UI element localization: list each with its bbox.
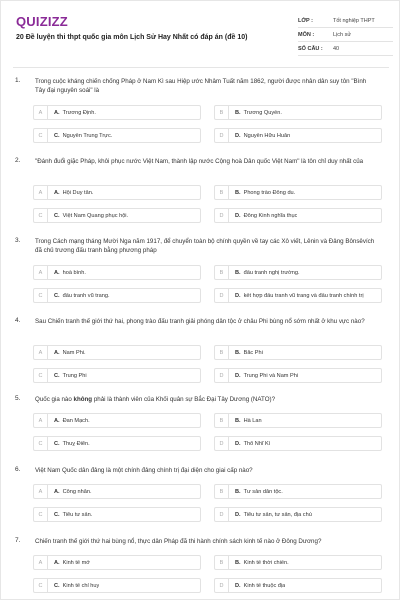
meta-row-count (298, 42, 393, 56)
option-key: B. (235, 269, 241, 276)
option-a[interactable] (33, 413, 201, 428)
option-b[interactable] (214, 265, 382, 280)
option-key: C. (54, 212, 60, 219)
option-text: Hà Lan (243, 417, 262, 424)
option-letter: D (215, 369, 229, 382)
option-key: D. (235, 440, 241, 447)
option-text: Công nhân. (62, 488, 92, 495)
meta-value: Tốt nghiệp THPT (333, 17, 375, 24)
option-b[interactable] (214, 345, 382, 360)
option-text: Bắc Phi (243, 349, 263, 356)
option-a[interactable] (33, 484, 201, 499)
option-d[interactable] (214, 578, 382, 593)
option-text: Trung Phi (62, 372, 87, 379)
option-letter: C (34, 369, 48, 382)
option-b[interactable] (214, 185, 382, 200)
option-c[interactable] (33, 288, 201, 303)
option-letter: A (34, 106, 48, 119)
question-number: 3. (15, 237, 21, 244)
question-number: 7. (15, 537, 21, 544)
option-key: D. (235, 292, 241, 299)
option-key: A. (54, 189, 60, 196)
option-text: Nguyễn Hữu Huân (243, 132, 291, 139)
option-letter: D (215, 437, 229, 450)
question-text: Quốc gia nào không phải là thành viên của Khối quân sự Bắc Đại Tây Dương (NATO)? (35, 396, 276, 403)
option-letter: D (215, 579, 229, 592)
option-key: C. (54, 511, 60, 518)
option-key: C. (54, 582, 60, 589)
option-letter: C (34, 437, 48, 450)
option-key: A. (54, 269, 60, 276)
option-text: Trương Định. (62, 109, 96, 116)
option-letter: C (34, 289, 48, 302)
header-divider (13, 67, 389, 68)
option-letter: B (215, 266, 229, 279)
header (1, 1, 400, 61)
option-a[interactable] (33, 265, 201, 280)
question-number: 2. (15, 157, 21, 164)
option-text: Kinh tế thời chiến. (243, 559, 289, 566)
option-a[interactable] (33, 555, 201, 570)
option-text: Hội Duy tân. (62, 189, 94, 196)
option-text: Kinh tế thuộc địa (243, 582, 286, 589)
option-text: Nguyễn Trung Trực. (62, 132, 113, 139)
option-letter: A (34, 186, 48, 199)
question-text: Chiến tranh thế giới thứ hai bùng nổ, thực dân Pháp đã thi hành chính sách kinh tế nào ở Đông Dương? (35, 538, 322, 545)
question-number: 1. (15, 77, 21, 84)
option-b[interactable] (214, 413, 382, 428)
option-d[interactable] (214, 288, 382, 303)
option-letter: D (215, 209, 229, 222)
option-letter: A (34, 414, 48, 427)
option-letter: C (34, 129, 48, 142)
option-text: Đông Kinh nghĩa thục (243, 212, 298, 219)
option-letter: B (215, 485, 229, 498)
meta-label: LỚP : (298, 17, 313, 24)
option-letter: D (215, 289, 229, 302)
option-d[interactable] (214, 507, 382, 522)
question-number: 5. (15, 395, 21, 402)
option-c[interactable] (33, 507, 201, 522)
option-letter: B (215, 106, 229, 119)
option-text: Kinh tế mở (62, 559, 90, 566)
option-key: D. (235, 132, 241, 139)
option-letter: D (215, 508, 229, 521)
option-d[interactable] (214, 128, 382, 143)
option-b[interactable] (214, 484, 382, 499)
option-key: C. (54, 440, 60, 447)
question-text: Trong cuộc kháng chiến chống Pháp ở Nam Kì sau Hiệp ước Nhâm Tuất năm 1862, người được nhân dân suy tôn "Bình Tây đại nguyên soái" là (35, 78, 367, 94)
option-text: Đan Mạch. (62, 417, 90, 424)
option-text: kết hợp đấu tranh vũ trang và đấu tranh chính trị (243, 292, 364, 299)
meta-value: Lịch sử (333, 31, 352, 38)
option-text: Phong trào Đông du. (243, 189, 296, 196)
option-key: A. (54, 559, 60, 566)
option-key: C. (54, 132, 60, 139)
meta-row-subject (298, 28, 393, 42)
option-letter: C (34, 508, 48, 521)
option-letter: A (34, 266, 48, 279)
option-a[interactable] (33, 345, 201, 360)
option-key: B. (235, 189, 241, 196)
option-letter: D (215, 129, 229, 142)
option-c[interactable] (33, 578, 201, 593)
option-text: Tiểu tư sản. (62, 511, 93, 518)
meta-row-class (298, 14, 393, 28)
option-text: Trương Quyền. (243, 109, 282, 116)
question-number: 6. (15, 466, 21, 473)
option-letter: B (215, 556, 229, 569)
option-c[interactable] (33, 436, 201, 451)
page-title: 20 Đề luyện thi thpt quốc gia môn Lịch Sử Hay Nhất có đáp án (đề 10) (16, 34, 248, 41)
option-key: D. (235, 212, 241, 219)
option-text: đấu tranh vũ trang. (62, 292, 110, 299)
meta-table (298, 14, 393, 56)
option-text: Kinh tế chỉ huy (62, 582, 100, 589)
option-key: A. (54, 488, 60, 495)
option-b[interactable] (214, 105, 382, 120)
meta-label: SỐ CÂU : (298, 45, 323, 52)
option-key: C. (54, 292, 60, 299)
option-letter: C (34, 579, 48, 592)
option-letter: B (215, 186, 229, 199)
option-key: B. (235, 349, 241, 356)
option-text: Tư sản dân tộc. (243, 488, 283, 495)
option-letter: A (34, 556, 48, 569)
option-d[interactable] (214, 436, 382, 451)
question-text: Sau Chiến tranh thế giới thứ hai, phong trào đấu tranh giải phóng dân tộc ở châu Phi bùng nổ sớm nhất ở khu vực nào? (35, 318, 365, 325)
option-letter: A (34, 346, 48, 359)
option-letter: B (215, 346, 229, 359)
option-a[interactable] (33, 105, 201, 120)
option-text: hoà bình. (62, 269, 86, 276)
option-key: B. (235, 488, 241, 495)
option-a[interactable] (33, 185, 201, 200)
question-number: 4. (15, 317, 21, 324)
option-text: Nam Phi. (62, 349, 86, 356)
question-text: Việt Nam Quốc dân đảng là một chính đảng chính trị đại diện cho giai cấp nào? (35, 467, 253, 474)
option-c[interactable] (33, 208, 201, 223)
option-key: B. (235, 559, 241, 566)
option-key: C. (54, 372, 60, 379)
option-key: A. (54, 417, 60, 424)
option-text: Việt Nam Quang phục hội. (62, 212, 129, 219)
option-key: D. (235, 511, 241, 518)
option-letter: B (215, 414, 229, 427)
option-key: D. (235, 372, 241, 379)
option-text: đấu tranh nghị trường. (243, 269, 300, 276)
option-b[interactable] (214, 555, 382, 570)
option-text: Trung Phi và Nam Phi (243, 372, 299, 379)
option-text: Thuỵ Điển. (62, 440, 90, 447)
emphasis-not: không (73, 396, 93, 403)
option-key: B. (235, 417, 241, 424)
option-key: A. (54, 109, 60, 116)
option-d[interactable] (214, 208, 382, 223)
option-letter: C (34, 209, 48, 222)
option-d[interactable] (214, 368, 382, 383)
question-text: Trong Cách mạng tháng Mười Nga năm 1917, để chuyển toàn bộ chính quyền về tay các Xô viết, Lênin và Đảng Bônsêvích đã chủ trương đấu tranh bằng phương pháp (35, 238, 375, 254)
quizizz-logo: QUIZIZZ (16, 14, 68, 29)
option-letter: A (34, 485, 48, 498)
option-text: Tiểu tư sản, tư sản, địa chủ (243, 511, 312, 518)
question-text: "Đánh đuổi giặc Pháp, khôi phục nước Việt Nam, thành lập nước Cộng hoà Dân quốc Việt Nam" là tôn chỉ duy nhất của (35, 158, 364, 165)
option-key: B. (235, 109, 241, 116)
meta-label: MÔN : (298, 31, 315, 38)
option-key: A. (54, 349, 60, 356)
option-key: D. (235, 582, 241, 589)
meta-value: 40 (333, 45, 340, 52)
option-text: Thổ Nhĩ Kì (243, 440, 271, 447)
option-c[interactable] (33, 128, 201, 143)
option-c[interactable] (33, 368, 201, 383)
